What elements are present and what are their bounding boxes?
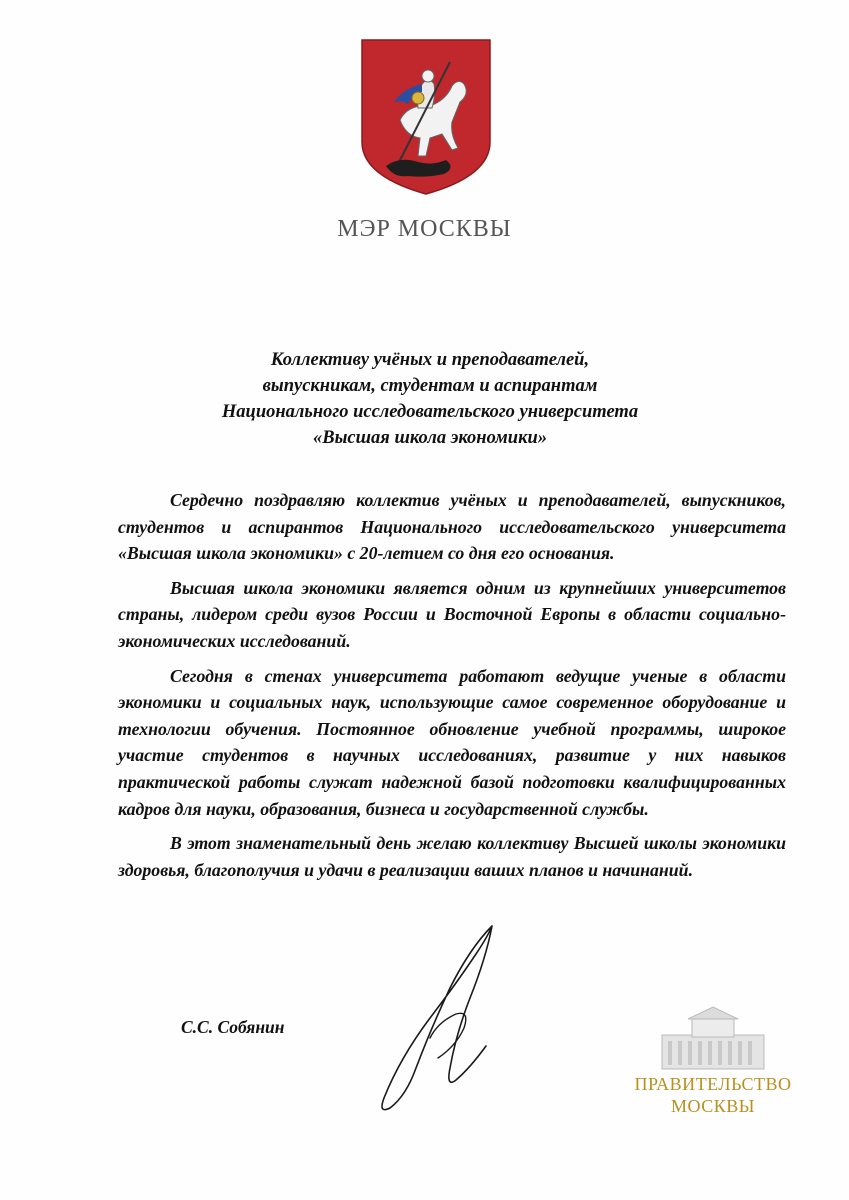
moscow-coat-of-arms-icon: [360, 38, 492, 196]
government-logo: [628, 1005, 798, 1135]
government-building-icon: [658, 1005, 768, 1073]
handwritten-signature: [360, 918, 530, 1118]
addressee-line: Национального исследовательского университета: [221, 402, 639, 422]
addressee-block: [120, 347, 740, 451]
government-logo-line1: ПРАВИТЕЛЬСТВО: [634, 1074, 792, 1094]
body-paragraph: Высшая школа экономики является одним из крупнейших университетов страны, лидером среди вузов России и Восточной Европы в области социально-экономических исследований.: [118, 577, 786, 651]
body-paragraph: Сердечно поздравляю коллектив учёных и преподавателей, выпускников, студентов и аспирантов Национального исследовательского университета «Высшая школа экономики» с 20-летием со дня его основания.: [118, 490, 786, 564]
letter-body: [118, 487, 786, 891]
government-logo-line2: МОСКВЫ: [671, 1096, 755, 1116]
body-paragraph: В этот знаменательный день желаю коллективу Высшей школы экономики здоровья, благополучия и удачи в реализации ваших планов и начинаний.: [118, 833, 786, 880]
addressee-line: Коллективу учёных и преподавателей,: [270, 350, 590, 370]
body-paragraph: Сегодня в стенах университета работают ведущие ученые в области экономики и социальных наук, использующие самое современное оборудование и технологии обучения. Постоянное обновление учебной программы, широкое участие студентов в научных исследованиях, развитие у них навыков практической работы служат надежной базой подготовки квалифицированных кадров для науки, образования, бизнеса и государственной службы.: [118, 665, 786, 819]
mayor-title: МЭР МОСКВЫ: [337, 216, 512, 242]
signer-name: С.С. Собянин: [181, 1017, 285, 1037]
addressee-line: «Высшая школа экономики»: [313, 428, 547, 448]
addressee-line: выпускникам, студентам и аспирантам: [262, 376, 598, 396]
